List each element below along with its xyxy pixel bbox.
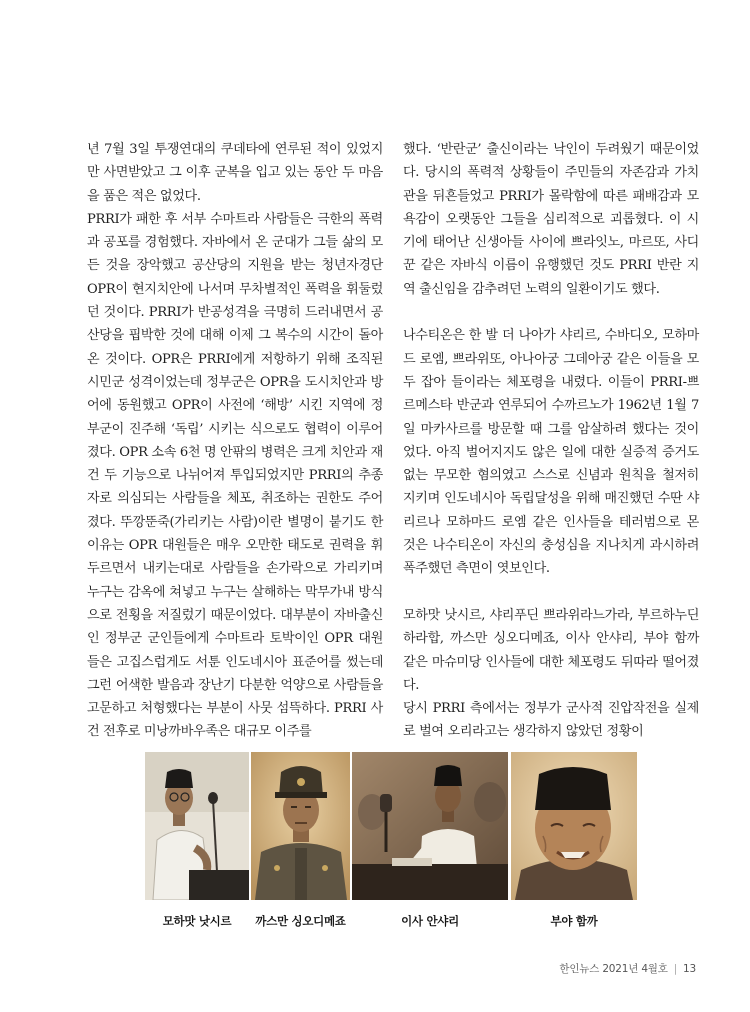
publication-name: 한인뉴스 2021년 4월호: [559, 963, 668, 975]
left-text-column: [87, 138, 383, 744]
page-footer: [559, 961, 696, 976]
paragraph: PRRI가 패한 후 서부 수마트라 사람들은 극한의 폭력과 공포를 경험했다. 자바에서 온 군대가 그들 삶의 모든 것을 장악했고 공산당의 지원을 받는 청년자경단 OPR이 현지치안에 나서며 무차별적인 폭력을 휘둘렀던 것이다. PRRI가 반공성격을 극명히 드러내면서 공산당을 핍박한 것에 대해 이제 그 복수의 시간이 돌아온 것이다. OPR은 PRRI에게 저항하기 위해 조직된 시민군 성격이었는데 정부군은 OPR을 도시치안과 방어에 동원했고 OPR이 사전에 ‘해방’ 시킨 지역에 정부군이 진주해 ‘독립’ 시키는 식으로도 협력이 이루어졌다. OPR 소속 6천 명 안팎의 병력은 크게 치안과 재건 두 기능으로 나뉘어져 투입되었지만 PRRI의 추종자로 의심되는 사람들을 체포, 취조하는 권한도 주어졌다. 뚜깡뚠죽(가리키는 사람)이란 별명이 붙기도 한 이유는 OPR 대원들은 매우 오만한 태도로 권력을 휘두르면서 내키는대로 사람들을 손가락으로 가리키며 누구는 감옥에 쳐넣고 누구는 살해하는 막무가내 방식으로 전횡을 저질렀기 때문이었다. 대부분이 자바출신인 정부군 군인들에게 수마트라 토박이인 OPR 대원들은 고집스럽게도 서툰 인도네시아 표준어를 썼는데 그런 어색한 발음과 장난기 다분한 억양으로 사람들을 고문하고 처형했다는 부분이 사뭇 섬뜩하다. PRRI 사건 전후로 미낭까바우족은 대규모 이주를: [87, 211, 383, 740]
photo-caption: 모하맛 낫시르: [162, 914, 232, 928]
footer-separator: |: [673, 963, 678, 975]
photo-isa-anshary: [352, 752, 508, 900]
paragraph: 나수티온은 한 발 더 나아가 샤리르, 수바디오, 모하마드 로엠, 쁘라위또, 아나아궁 그데아궁 같은 이들을 모두 잡아 들이라는 체포령을 내렸다. 이들이 PRRI-쁘르메스타 반군과 연루되어 수까르노가 1962년 1월 7일 마카사르를 방문할 때 그를 암살하려 했다는 것이었다. 아직 벌어지지도 않은 일에 대한 실증적 증거도 없는 무모한 혐의였고 스스로 신념과 원칙을 철저히 지키며 인도네시아 독립달성을 위해 매진했던 수딴 샤리르나 모하마드 로엠 같은 인사들을 테러범으로 몬 것은 나수티온이 자신의 충성심을 지나치게 과시하려 폭주했던 측면이 엿보인다.: [403, 328, 699, 577]
page-number: 13: [683, 963, 696, 975]
paragraph: 했다. ‘반란군’ 출신이라는 낙인이 두려웠기 때문이었다. 당시의 폭력적 상황들이 주민들의 자존감과 가치관을 뒤흔들었고 PRRI가 몰락함에 따른 패배감과 모욕감이 오랫동안 그들을 심리적으로 괴롭혔다. 이 시기에 태어난 신생아들 사이에 쁘라잇노, 마르또, 사디꾼 같은 자바식 이름이 유행했던 것도 PRRI 반란 지역 출신임을 감추려던 노력의 일환이기도 했다.: [403, 142, 699, 297]
photo-buya-hamka: [511, 752, 637, 900]
photo-caption: 까스만 싱오디메죠: [255, 914, 346, 928]
photo-caption: 부야 함까: [550, 914, 598, 928]
paragraph: 모하맛 낫시르, 샤리푸딘 쁘라위라느가라, 부르하누딘 하라합, 까스만 싱오디메죠, 이사 안샤리, 부야 함까 같은 마슈미당 인사들에 대한 체포령도 뒤따라 떨어졌다.: [403, 607, 699, 693]
paragraph: 년 7월 3일 투쟁연대의 쿠데타에 연루된 적이 있었지만 사면받았고 그 이후 군복을 입고 있는 동안 두 마음을 품은 적은 없었다.: [87, 142, 383, 204]
right-text-column: [403, 138, 699, 744]
photo-mohammad-natsir: [145, 752, 249, 900]
photo-caption: 이사 안샤리: [401, 914, 459, 928]
paragraph: 당시 PRRI 측에서는 정부가 군사적 진압작전을 실제로 벌여 오리라고는 생각하지 않았던 정황이: [403, 701, 699, 740]
portrait-photo-strip: [145, 752, 665, 900]
photo-kasman-singodimedjo: [251, 752, 350, 900]
